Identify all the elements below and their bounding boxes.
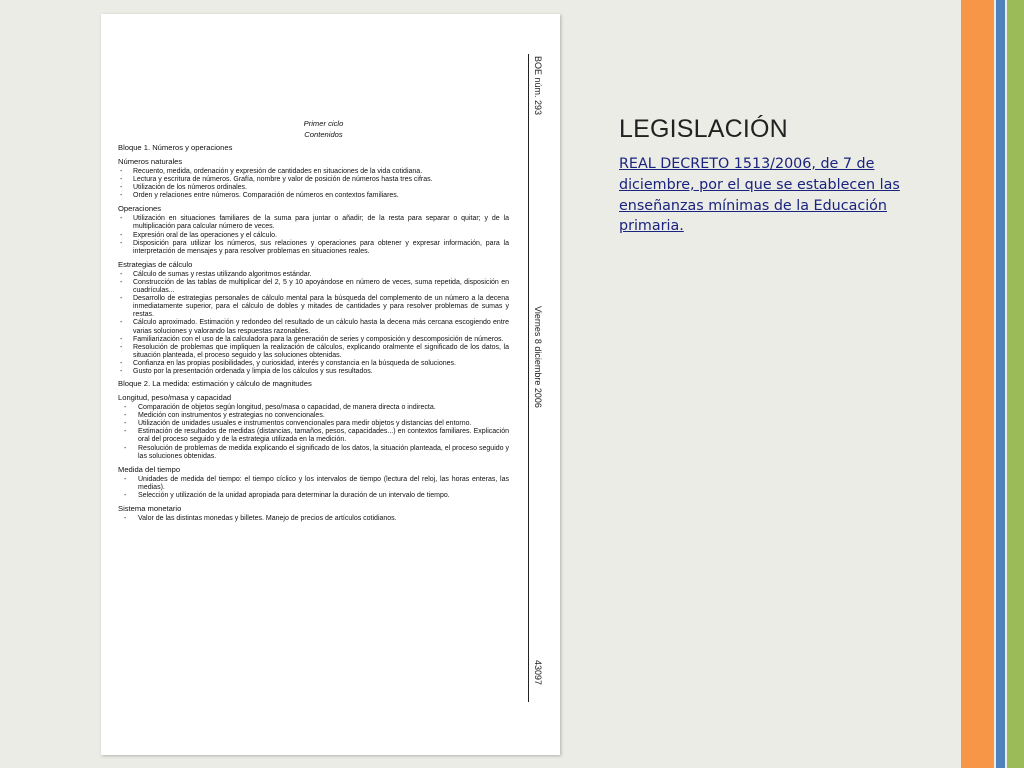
list-item: - Recuento, medida, ordenación y expresión de cantidades en situaciones de la vida cotidiana. [118,168,509,176]
blue-stripe [996,0,1005,768]
list-item: - Desarrollo de estrategias personales de cálculo mental para la búsqueda del complemento de un número a la decena inmediatamente superior, para el cálculo de dobles y mitades de cantidades y para resolver problemas de sumas y restas. [118,295,509,319]
section-heading: Longitud, peso/masa y capacidad [118,393,232,403]
list-item: - Lectura y escritura de números. Grafía, nombre y valor de posición de números hasta tres cifras. [118,176,509,184]
green-stripe [1007,0,1024,768]
list-item: - Medición con instrumentos y estrategias no convencionales. [118,412,509,420]
section-heading: Estrategias de cálculo [118,259,193,269]
section-list [118,271,509,376]
orange-stripe [961,0,994,768]
list-item: - Familiarización con el uso de la calculadora para la generación de series y composición y descomposición de números. [118,336,509,344]
block-heading: Bloque 1. Números y operaciones [118,143,233,152]
list-item: - Construcción de las tablas de multiplicar del 2, 5 y 10 apoyándose en número de veces, suma repetida, disposición en cuadrículas... [118,279,509,295]
section-heading: Sistema monetario [118,504,182,513]
section-heading: Medida del tiempo [118,464,181,474]
list-item: - Resolución de problemas que impliquen la realización de cálculos, explicando oralmente el significado de los datos, la situación planteada, el proceso seguido y las soluciones obtenidas. [118,344,509,360]
boe-page-label: 43097 [533,660,543,686]
section-list [118,404,509,461]
boe-document-image [101,14,560,755]
slide-title: LEGISLACIÓN [619,115,788,143]
list-item: - Estimación de resultados de medidas (distancias, tamaños, pesos, capacidades...) en contextos familiares. Explicación oral del proceso seguido y de la estrategia utilizada en la medición. [118,428,509,444]
boe-date-label: Viernes 8 diciembre 2006 [533,306,543,408]
list-item: - Orden y relaciones entre números. Comparación de números en contextos familiares. [118,192,509,200]
list-item: - Comparación de objetos según longitud, peso/masa o capacidad, de manera directa o indirecta. [118,404,509,412]
list-item: - Confianza en las propias posibilidades, y curiosidad, interés y constancia en la búsqueda de soluciones. [118,360,509,368]
boe-number-label: BOE núm. 293 [533,56,543,116]
decree-link[interactable]: REAL DECRETO 1513/2006, de 7 de diciembre, por el que se establecen las enseñanzas mínimas de la Educación primaria. [619,156,900,235]
section-list [118,476,509,500]
cycle-heading: Primer ciclo [303,119,344,128]
section-list [118,168,509,200]
list-item: - Expresión oral de las operaciones y el cálculo. [118,232,509,240]
list-item: - Unidades de medida del tiempo: el tiempo cíclico y los intervalos de tiempo (lectura del reloj, las horas enteras, las medias). [118,476,509,492]
list-item: - Valor de las distintas monedas y billetes. Manejo de precios de artículos cotidianos. [118,515,509,523]
decorative-stripes [961,0,1024,768]
section-heading: Operaciones [118,204,162,214]
list-item: - Cálculo de sumas y restas utilizando algoritmos estándar. [118,271,509,279]
contents-heading: Contenidos [304,130,343,139]
list-item: - Utilización de los números ordinales. [118,184,509,192]
list-item: - Cálculo aproximado. Estimación y redondeo del resultado de un cálculo hasta la decena más cercana escogiendo entre varias soluciones y valorando las respuestas razonables. [118,319,509,335]
list-item: - Resolución de problemas de medida explicando el significado de los datos, la situación planteada, el proceso seguido y las soluciones obtenidas. [118,445,509,461]
list-item: - Utilización de unidades usuales e instrumentos convencionales para medir objetos y distancias del entorno. [118,420,509,428]
list-item: - Utilización en situaciones familiares de la suma para juntar o añadir; de la resta para separar o quitar; y de la multiplicación para calcular número de veces. [118,215,509,231]
section-list [118,515,509,523]
list-item: - Gusto por la presentación ordenada y limpia de los cálculos y sus resultados. [118,368,509,376]
list-item: - Selección y utilización de la unidad apropiada para determinar la duración de un intervalo de tiempo. [118,492,509,500]
section-list [118,215,509,255]
document-content [118,118,509,523]
list-item: - Disposición para utilizar los números, sus relaciones y operaciones para obtener y expresar información, para la interpretación de mensajes y para resolver problemas en situaciones reales. [118,240,509,256]
block-heading: Bloque 2. La medida: estimación y cálculo de magnitudes [118,379,312,389]
section-heading: Números naturales [118,157,183,166]
